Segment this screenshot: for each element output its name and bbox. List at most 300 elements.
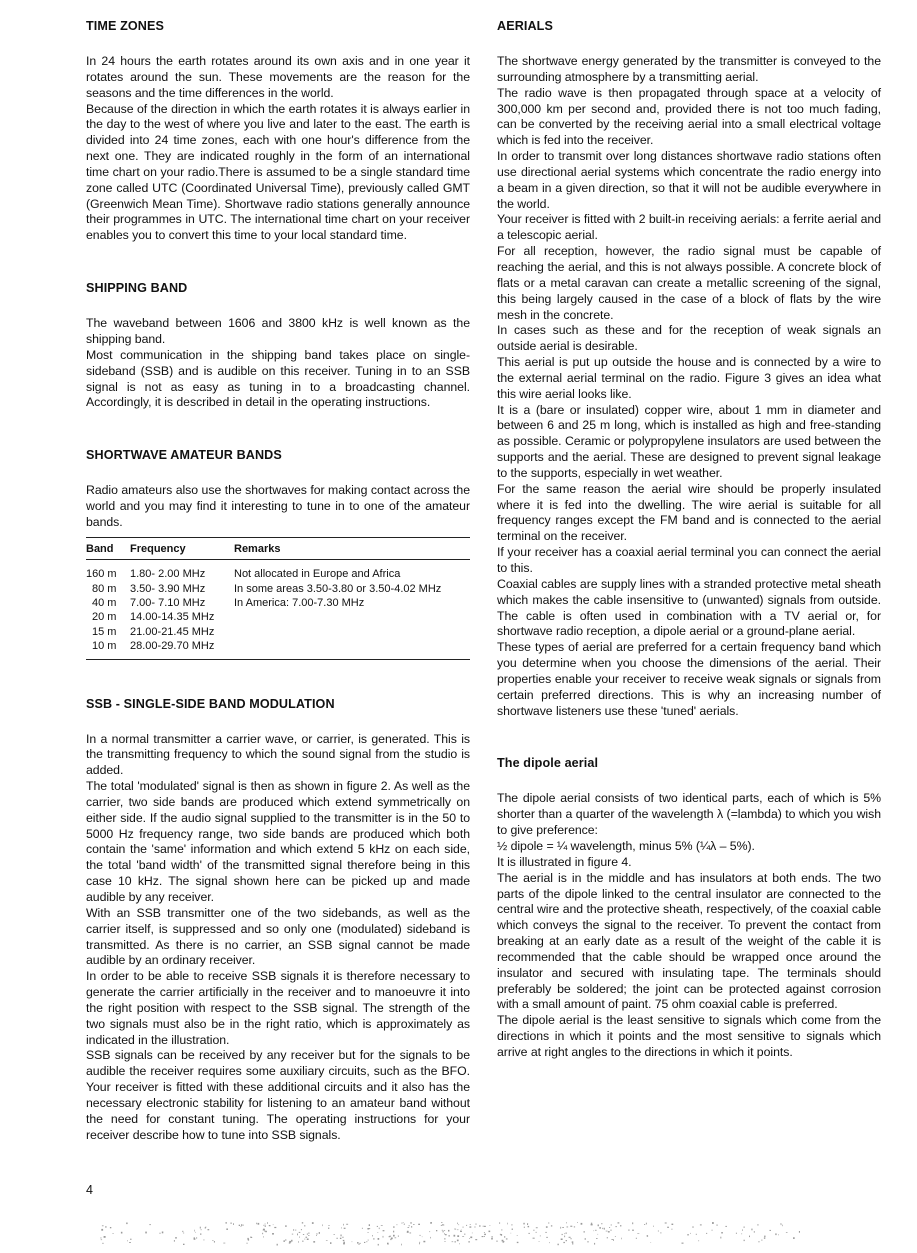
noise-speck	[457, 1240, 459, 1242]
section-dipole-aerial	[497, 755, 881, 1060]
noise-speck	[720, 1237, 721, 1239]
noise-speck	[383, 1236, 384, 1238]
noise-speck	[786, 1232, 788, 1233]
noise-speck	[149, 1224, 150, 1225]
noise-speck	[110, 1227, 111, 1228]
paragraph: With an SSB transmitter one of the two sidebands, as well as the carrier itself, is suppressed and so only one (modulated) sideband is transmitted. As there is no carrier, an SSB signal cannot be made audible by an ordinary receiver.	[86, 905, 470, 968]
noise-speck	[452, 1241, 454, 1242]
cell-remarks: Not allocated in Europe and Africa	[234, 568, 401, 581]
noise-speck	[442, 1224, 444, 1225]
paragraph: For all reception, however, the radio signal must be capable of reaching the aerial, and this is not always possible. A concrete block of flats or a metal caravan can create a metallic screening of the signal, this being largely caused in the case of a block of flats by the wire mesh in the concrete.	[497, 244, 881, 322]
noise-speck	[258, 1223, 260, 1225]
noise-speck	[212, 1240, 214, 1241]
noise-speck	[546, 1237, 548, 1238]
noise-speck	[484, 1226, 486, 1227]
noise-speck	[223, 1243, 225, 1244]
noise-speck	[292, 1234, 293, 1235]
noise-speck	[277, 1244, 278, 1246]
noise-speck	[419, 1235, 420, 1236]
noise-speck	[423, 1241, 425, 1243]
noise-speck	[393, 1231, 394, 1233]
noise-speck	[298, 1241, 299, 1242]
noise-speck	[484, 1234, 486, 1235]
noise-speck	[344, 1228, 346, 1229]
paragraph: In order to transmit over long distances shortwave radio stations often use directional aerial systems which concentrate the radio energy into a beam in a given direction, so that it will not be audible everywhere in the world.	[497, 149, 881, 211]
noise-speck	[725, 1226, 727, 1227]
cell-band: 15 m	[92, 625, 117, 638]
noise-speck	[527, 1223, 528, 1225]
noise-speck	[490, 1225, 491, 1226]
noise-speck	[609, 1227, 610, 1228]
noise-speck	[736, 1233, 737, 1234]
table-row	[86, 582, 470, 596]
noise-speck	[476, 1224, 477, 1225]
noise-speck	[126, 1223, 127, 1225]
noise-speck	[528, 1226, 530, 1227]
noise-speck	[407, 1231, 409, 1233]
heading-amateur-bands: SHORTWAVE AMATEUR BANDS	[86, 448, 282, 463]
cell-frequency: 21.00-21.45 MHz	[130, 625, 215, 638]
noise-speck	[183, 1232, 184, 1233]
noise-speck	[448, 1230, 449, 1232]
scan-noise-decoration	[100, 1222, 800, 1248]
noise-speck	[602, 1228, 603, 1229]
noise-speck	[308, 1235, 310, 1236]
cell-frequency: 28.00-29.70 MHz	[130, 639, 234, 659]
noise-speck	[194, 1230, 195, 1232]
section-amateur-bands	[86, 447, 470, 659]
noise-speck	[250, 1237, 252, 1238]
noise-speck	[105, 1226, 106, 1228]
noise-speck	[646, 1223, 647, 1225]
noise-speck	[274, 1227, 276, 1228]
noise-speck	[104, 1236, 106, 1238]
noise-speck	[572, 1243, 573, 1244]
noise-speck	[378, 1244, 379, 1246]
noise-speck	[615, 1226, 617, 1227]
heading-time-zones: TIME ZONES	[86, 19, 164, 33]
noise-speck	[607, 1237, 608, 1238]
noise-speck	[528, 1233, 530, 1234]
noise-speck	[303, 1234, 304, 1235]
noise-speck	[503, 1242, 504, 1243]
paragraph: In order to be able to receive SSB signals it is therefore necessary to generate the carrier artificially in the receiver and to manoeuvre it into the right position with respect to the SSB signal. The strength of the two signals must also be in the right ratio, which is approximately as indicated in the illustration.	[86, 969, 470, 1047]
noise-speck	[793, 1237, 795, 1239]
noise-speck	[430, 1222, 432, 1224]
noise-speck	[764, 1236, 765, 1238]
noise-speck	[100, 1238, 101, 1239]
noise-speck	[455, 1229, 456, 1230]
noise-speck	[419, 1243, 420, 1245]
noise-speck	[175, 1237, 177, 1238]
noise-speck	[561, 1239, 563, 1241]
noise-speck	[512, 1229, 513, 1230]
noise-speck	[121, 1232, 123, 1234]
noise-speck	[342, 1237, 343, 1238]
noise-speck	[536, 1232, 537, 1233]
noise-speck	[101, 1239, 102, 1240]
noise-speck	[572, 1241, 574, 1243]
scan-noise-graphic	[100, 1222, 800, 1248]
noise-speck	[636, 1238, 637, 1239]
noise-speck	[611, 1239, 613, 1240]
section-shipping-band	[86, 280, 470, 411]
noise-speck	[204, 1239, 205, 1240]
paragraph: The radio wave is then propagated through space at a velocity of 300,000 km per second and, provided there is not too much fading, can be converted by the receiving aerial into a small electrical voltage which is fed into the receiver.	[497, 85, 881, 148]
paragraph: Because of the direction in which the earth rotates it is always earlier in the day to the west of where you live and later to the east. The earth is divided into 24 time zones, each with one hour's difference from the next one. They are indicated roughly in the form of an international time chart on your radio.There is assumed to be a single standard time zone called UTC (Coordinated Universal Time), previously called GMT (Greenwich Mean Time). Shortwave radio stations generally announce their programmes in UTC. The international time chart on your receiver enables you to convert this time to your local standard time.	[86, 101, 470, 243]
noise-speck	[265, 1224, 266, 1225]
noise-speck	[566, 1222, 567, 1223]
noise-speck	[378, 1238, 380, 1240]
noise-speck	[359, 1243, 360, 1244]
noise-speck	[101, 1229, 103, 1231]
noise-speck	[524, 1227, 525, 1228]
noise-speck	[712, 1230, 713, 1231]
paragraph: In cases such as these and for the reception of weak signals an outside aerial is desirable.	[497, 323, 881, 354]
noise-speck	[458, 1224, 459, 1225]
noise-speck	[283, 1240, 285, 1241]
noise-speck	[501, 1230, 503, 1231]
noise-speck	[762, 1240, 763, 1241]
noise-speck	[127, 1240, 128, 1241]
table-row	[86, 639, 470, 659]
noise-speck	[341, 1227, 342, 1228]
noise-speck	[343, 1240, 345, 1241]
noise-speck	[368, 1232, 369, 1233]
noise-speck	[454, 1229, 455, 1230]
noise-speck	[445, 1234, 447, 1235]
noise-speck	[145, 1232, 147, 1234]
noise-speck	[570, 1238, 571, 1239]
noise-speck	[721, 1232, 723, 1234]
noise-speck	[567, 1227, 569, 1228]
noise-speck	[598, 1234, 599, 1235]
noise-speck	[459, 1243, 460, 1244]
noise-speck	[696, 1234, 697, 1235]
noise-speck	[621, 1238, 622, 1240]
noise-speck	[644, 1224, 645, 1225]
noise-speck	[690, 1233, 691, 1234]
noise-speck	[454, 1235, 456, 1237]
noise-speck	[469, 1238, 470, 1239]
noise-speck	[393, 1226, 395, 1227]
noise-speck	[461, 1231, 462, 1232]
noise-speck	[162, 1232, 164, 1234]
noise-speck	[504, 1236, 505, 1238]
noise-speck	[523, 1223, 524, 1225]
heading-dipole-aerial: The dipole aerial	[497, 756, 599, 771]
noise-speck	[632, 1222, 633, 1224]
noise-speck	[295, 1230, 296, 1231]
noise-speck	[362, 1228, 363, 1229]
noise-speck	[637, 1233, 639, 1234]
noise-speck	[346, 1224, 348, 1225]
noise-speck	[200, 1233, 201, 1235]
noise-speck	[545, 1232, 546, 1233]
noise-speck	[289, 1241, 291, 1243]
noise-speck	[491, 1238, 493, 1239]
column-header-remarks: Remarks	[234, 537, 470, 559]
noise-speck	[403, 1222, 404, 1223]
noise-speck	[379, 1228, 380, 1230]
noise-speck	[563, 1242, 565, 1243]
noise-speck	[569, 1237, 571, 1238]
noise-speck	[174, 1240, 175, 1242]
paragraph: These types of aerial are preferred for a certain frequency band which you determine when you choose the dimensions of the aerial. Their properties enable your receiver to receive weak signals or signals from certain preferred directions. This is why an increasing number of shortwave listeners use these 'tuned' aerials.	[497, 640, 881, 718]
paragraph: In a normal transmitter a carrier wave, or carrier, is generated. This is the transmitting frequency to which the sound signal from the studio is added.	[86, 731, 470, 778]
noise-speck	[457, 1230, 459, 1231]
paragraph: Coaxial cables are supply lines with a stranded protective metal sheath which makes the cable insensitive to (unwanted) signals from outside. The cable is often used in combination with a TV aerial or, for shortwave radio reception, a dipole aerial or a ground-plane aerial.	[497, 576, 881, 639]
noise-speck	[743, 1227, 745, 1228]
noise-speck	[463, 1227, 464, 1228]
noise-speck	[506, 1238, 508, 1239]
cell-frequency: 1.80- 2.00 MHz	[130, 568, 206, 581]
noise-speck	[102, 1225, 104, 1226]
noise-speck	[599, 1227, 601, 1228]
paragraph: This aerial is put up outside the house and is connected by a wire to the external aerial terminal on the radio. Figure 3 gives an idea what this wire aerial looks like.	[497, 355, 881, 401]
noise-speck	[618, 1222, 620, 1223]
noise-speck	[273, 1224, 274, 1225]
noise-speck	[613, 1239, 614, 1241]
noise-speck	[692, 1226, 693, 1227]
column-header-band: Band	[86, 537, 130, 559]
paragraph: SSB signals can be received by any receiver but for the signals to be audible the receiver requires some auxiliary circuits, such as the BFO. Your receiver is fitted with these additional circuits and it also has the necessary electronic stability for listening to an amateur band without the need for constant tuning. The operating instructions for your receiver describe how to tune into SSB signals.	[86, 1048, 470, 1142]
noise-speck	[615, 1236, 616, 1237]
noise-speck	[444, 1233, 445, 1234]
noise-speck	[367, 1228, 369, 1230]
paragraph: The aerial is in the middle and has insulators at both ends. The two parts of the dipole linked to the central insulator are connected to the central wire and the protective sheath, respectively, of the coaxial cable which conveys the signal to the receiver. To prevent the contact from breaking at an early date as a result of the weight of the cable it is recommended that the cable should be wrapped once around the insulator and secured with insulating tape. The terminals should preferably be soldered; the joint can be protected against corrosion with a small amount of paint. 75 ohm coaxial cable is preferred.	[497, 870, 881, 1012]
noise-speck	[698, 1240, 699, 1241]
cell-band: 160 m	[86, 568, 117, 581]
noise-speck	[546, 1226, 548, 1228]
noise-speck	[581, 1223, 583, 1225]
noise-speck	[408, 1227, 410, 1228]
noise-speck	[285, 1225, 287, 1226]
noise-speck	[334, 1234, 335, 1235]
noise-speck	[336, 1238, 338, 1239]
noise-speck	[466, 1225, 467, 1226]
noise-speck	[226, 1229, 228, 1230]
noise-speck	[460, 1231, 461, 1232]
noise-speck	[539, 1241, 540, 1242]
noise-speck	[396, 1225, 397, 1226]
noise-speck	[358, 1244, 360, 1245]
noise-speck	[566, 1240, 567, 1241]
noise-speck	[587, 1241, 589, 1242]
noise-speck	[764, 1237, 765, 1238]
noise-speck	[343, 1224, 344, 1226]
noise-speck	[492, 1236, 493, 1237]
noise-speck	[225, 1222, 227, 1223]
noise-speck	[304, 1225, 305, 1226]
paragraph: The total 'modulated' signal is then as shown in figure 2. As well as the carrier, two side bands are produced which extend symmetrically on either side. If the audio signal supplied to the transmitter is in the 50 to 5000 Hz frequency range, two side bands are produced which both contain the 'same' information and which extend 5 kHz on each side, the total 'band width' of the transmitted signal therefore being in this case 10 kHz. The signal shown here can be picked up and made audible by any receiver.	[86, 779, 470, 904]
noise-speck	[340, 1238, 342, 1239]
noise-speck	[601, 1223, 602, 1224]
noise-speck	[484, 1232, 485, 1233]
noise-speck	[341, 1235, 342, 1237]
noise-speck	[532, 1238, 534, 1239]
noise-speck	[598, 1225, 599, 1227]
paragraph: It is a (bare or insulated) copper wire, about 1 mm in diameter and between 6 and 25 m long, which is installed as high and free-standing as possible. Ceramic or polypropylene insulators are used between the supports and the aerial. These are designed to prevent signal leakage to the supports, especially in wet weather.	[497, 402, 881, 480]
noise-speck	[470, 1224, 471, 1225]
noise-speck	[468, 1241, 469, 1242]
noise-speck	[285, 1239, 286, 1240]
noise-speck	[658, 1231, 659, 1232]
noise-speck	[369, 1224, 370, 1226]
noise-speck	[393, 1235, 395, 1237]
noise-speck	[596, 1238, 598, 1239]
noise-speck	[239, 1225, 240, 1226]
noise-speck	[751, 1229, 752, 1231]
noise-speck	[316, 1234, 317, 1235]
noise-speck	[364, 1242, 365, 1243]
noise-speck	[470, 1237, 472, 1239]
noise-speck	[418, 1224, 420, 1225]
noise-speck	[457, 1235, 459, 1237]
noise-speck	[482, 1236, 484, 1237]
noise-speck	[441, 1222, 443, 1223]
noise-speck	[591, 1224, 593, 1226]
noise-speck	[195, 1232, 196, 1233]
noise-speck	[585, 1238, 586, 1240]
noise-speck	[410, 1222, 412, 1223]
noise-speck	[246, 1243, 248, 1244]
noise-speck	[566, 1233, 567, 1234]
noise-speck	[267, 1222, 268, 1224]
noise-speck	[744, 1240, 745, 1241]
noise-speck	[469, 1226, 471, 1227]
noise-speck	[781, 1223, 782, 1225]
noise-speck	[201, 1229, 202, 1230]
noise-speck	[160, 1233, 161, 1234]
noise-speck	[330, 1242, 331, 1244]
noise-speck	[383, 1230, 385, 1231]
paragraph: The dipole aerial consists of two identical parts, each of which is 5% shorter than a quarter of the wavelength λ (=lambda) to which you wish to give preference:	[497, 791, 881, 838]
noise-speck	[560, 1227, 561, 1229]
noise-speck	[551, 1225, 552, 1226]
paragraph: If your receiver has a coaxial aerial terminal you can connect the aerial to this.	[497, 545, 881, 575]
noise-speck	[512, 1224, 513, 1226]
noise-speck	[306, 1237, 308, 1238]
noise-speck	[293, 1229, 294, 1231]
noise-speck	[200, 1227, 201, 1229]
noise-speck	[770, 1230, 771, 1231]
noise-speck	[413, 1224, 414, 1225]
noise-speck	[594, 1243, 595, 1245]
paragraph: The waveband between 1606 and 3800 kHz is well known as the shipping band.	[86, 316, 470, 346]
noise-speck	[606, 1231, 608, 1232]
noise-speck	[289, 1243, 291, 1244]
noise-speck	[312, 1222, 314, 1224]
noise-speck	[328, 1225, 329, 1226]
noise-speck	[378, 1232, 379, 1233]
noise-speck	[591, 1223, 592, 1224]
noise-speck	[205, 1227, 206, 1229]
noise-speck	[782, 1225, 783, 1227]
noise-speck	[489, 1231, 491, 1233]
noise-speck	[343, 1243, 345, 1244]
paragraph: Radio amateurs also use the shortwaves for making contact across the world and you may find it interesting to tune in to one of the amateur bands.	[86, 483, 470, 529]
noise-speck	[754, 1231, 755, 1232]
noise-speck	[357, 1242, 358, 1244]
noise-speck	[706, 1233, 707, 1234]
noise-speck	[182, 1231, 183, 1232]
noise-speck	[682, 1243, 684, 1244]
noise-speck	[758, 1242, 760, 1243]
noise-speck	[475, 1239, 477, 1240]
noise-speck	[322, 1224, 323, 1226]
paragraph: Your receiver is fitted with 2 built-in receiving aerials: a ferrite aerial and a telescopic aerial.	[497, 212, 881, 243]
noise-speck	[391, 1238, 393, 1240]
noise-speck	[299, 1237, 300, 1238]
noise-speck	[653, 1226, 654, 1227]
noise-speck	[196, 1237, 197, 1239]
section-time-zones	[86, 18, 470, 244]
noise-speck	[549, 1242, 550, 1243]
noise-speck	[455, 1241, 456, 1242]
noise-speck	[302, 1241, 304, 1242]
column-header-frequency: Frequency	[130, 537, 234, 559]
noise-speck	[444, 1230, 446, 1231]
noise-speck	[233, 1223, 234, 1225]
cell-band: 80 m	[92, 582, 117, 595]
noise-speck	[263, 1236, 264, 1237]
noise-speck	[265, 1226, 266, 1227]
noise-speck	[269, 1225, 270, 1226]
noise-speck	[409, 1225, 410, 1226]
noise-speck	[444, 1241, 445, 1242]
noise-speck	[474, 1227, 475, 1228]
noise-speck	[775, 1233, 776, 1235]
cell-remarks	[234, 639, 470, 659]
heading-aerials: AERIALS	[497, 19, 553, 33]
noise-speck	[484, 1236, 485, 1237]
noise-speck	[352, 1241, 353, 1242]
noise-speck	[628, 1230, 629, 1231]
noise-speck	[113, 1233, 114, 1234]
noise-speck	[372, 1235, 373, 1236]
noise-speck	[381, 1225, 383, 1226]
noise-speck	[368, 1240, 369, 1241]
noise-speck	[307, 1233, 308, 1235]
noise-speck	[461, 1230, 462, 1231]
noise-speck	[501, 1234, 502, 1236]
noise-speck	[570, 1226, 572, 1227]
cell-remarks: In some areas 3.50-3.80 or 3.50-4.02 MHz	[234, 582, 442, 595]
noise-speck	[326, 1240, 328, 1241]
table-row	[86, 560, 470, 582]
noise-speck	[422, 1237, 423, 1238]
noise-speck	[262, 1233, 263, 1234]
paragraph: The dipole aerial is the least sensitive to signals which come from the directions in which it points and the most sensitive to signals which arrive at right angles to the directions in which it points.	[497, 1013, 881, 1059]
noise-speck	[248, 1239, 249, 1240]
paragraph: The shortwave energy generated by the transmitter is conveyed to the surrounding atmosphere by a transmitting aerial.	[497, 54, 881, 84]
noise-speck	[436, 1230, 437, 1231]
heading-shipping-band: SHIPPING BAND	[86, 281, 188, 296]
noise-speck	[593, 1231, 594, 1232]
noise-speck	[265, 1231, 267, 1232]
noise-speck	[499, 1222, 500, 1223]
noise-speck	[540, 1235, 541, 1236]
noise-speck	[401, 1244, 402, 1246]
paragraph: ½ dipole = ¼ wavelength, minus 5% (¼λ – 5%).	[497, 838, 755, 853]
noise-speck	[308, 1233, 310, 1234]
noise-speck	[389, 1236, 391, 1237]
left-column	[86, 18, 470, 1144]
noise-speck	[102, 1243, 103, 1244]
noise-speck	[712, 1222, 714, 1224]
noise-speck	[533, 1230, 534, 1231]
